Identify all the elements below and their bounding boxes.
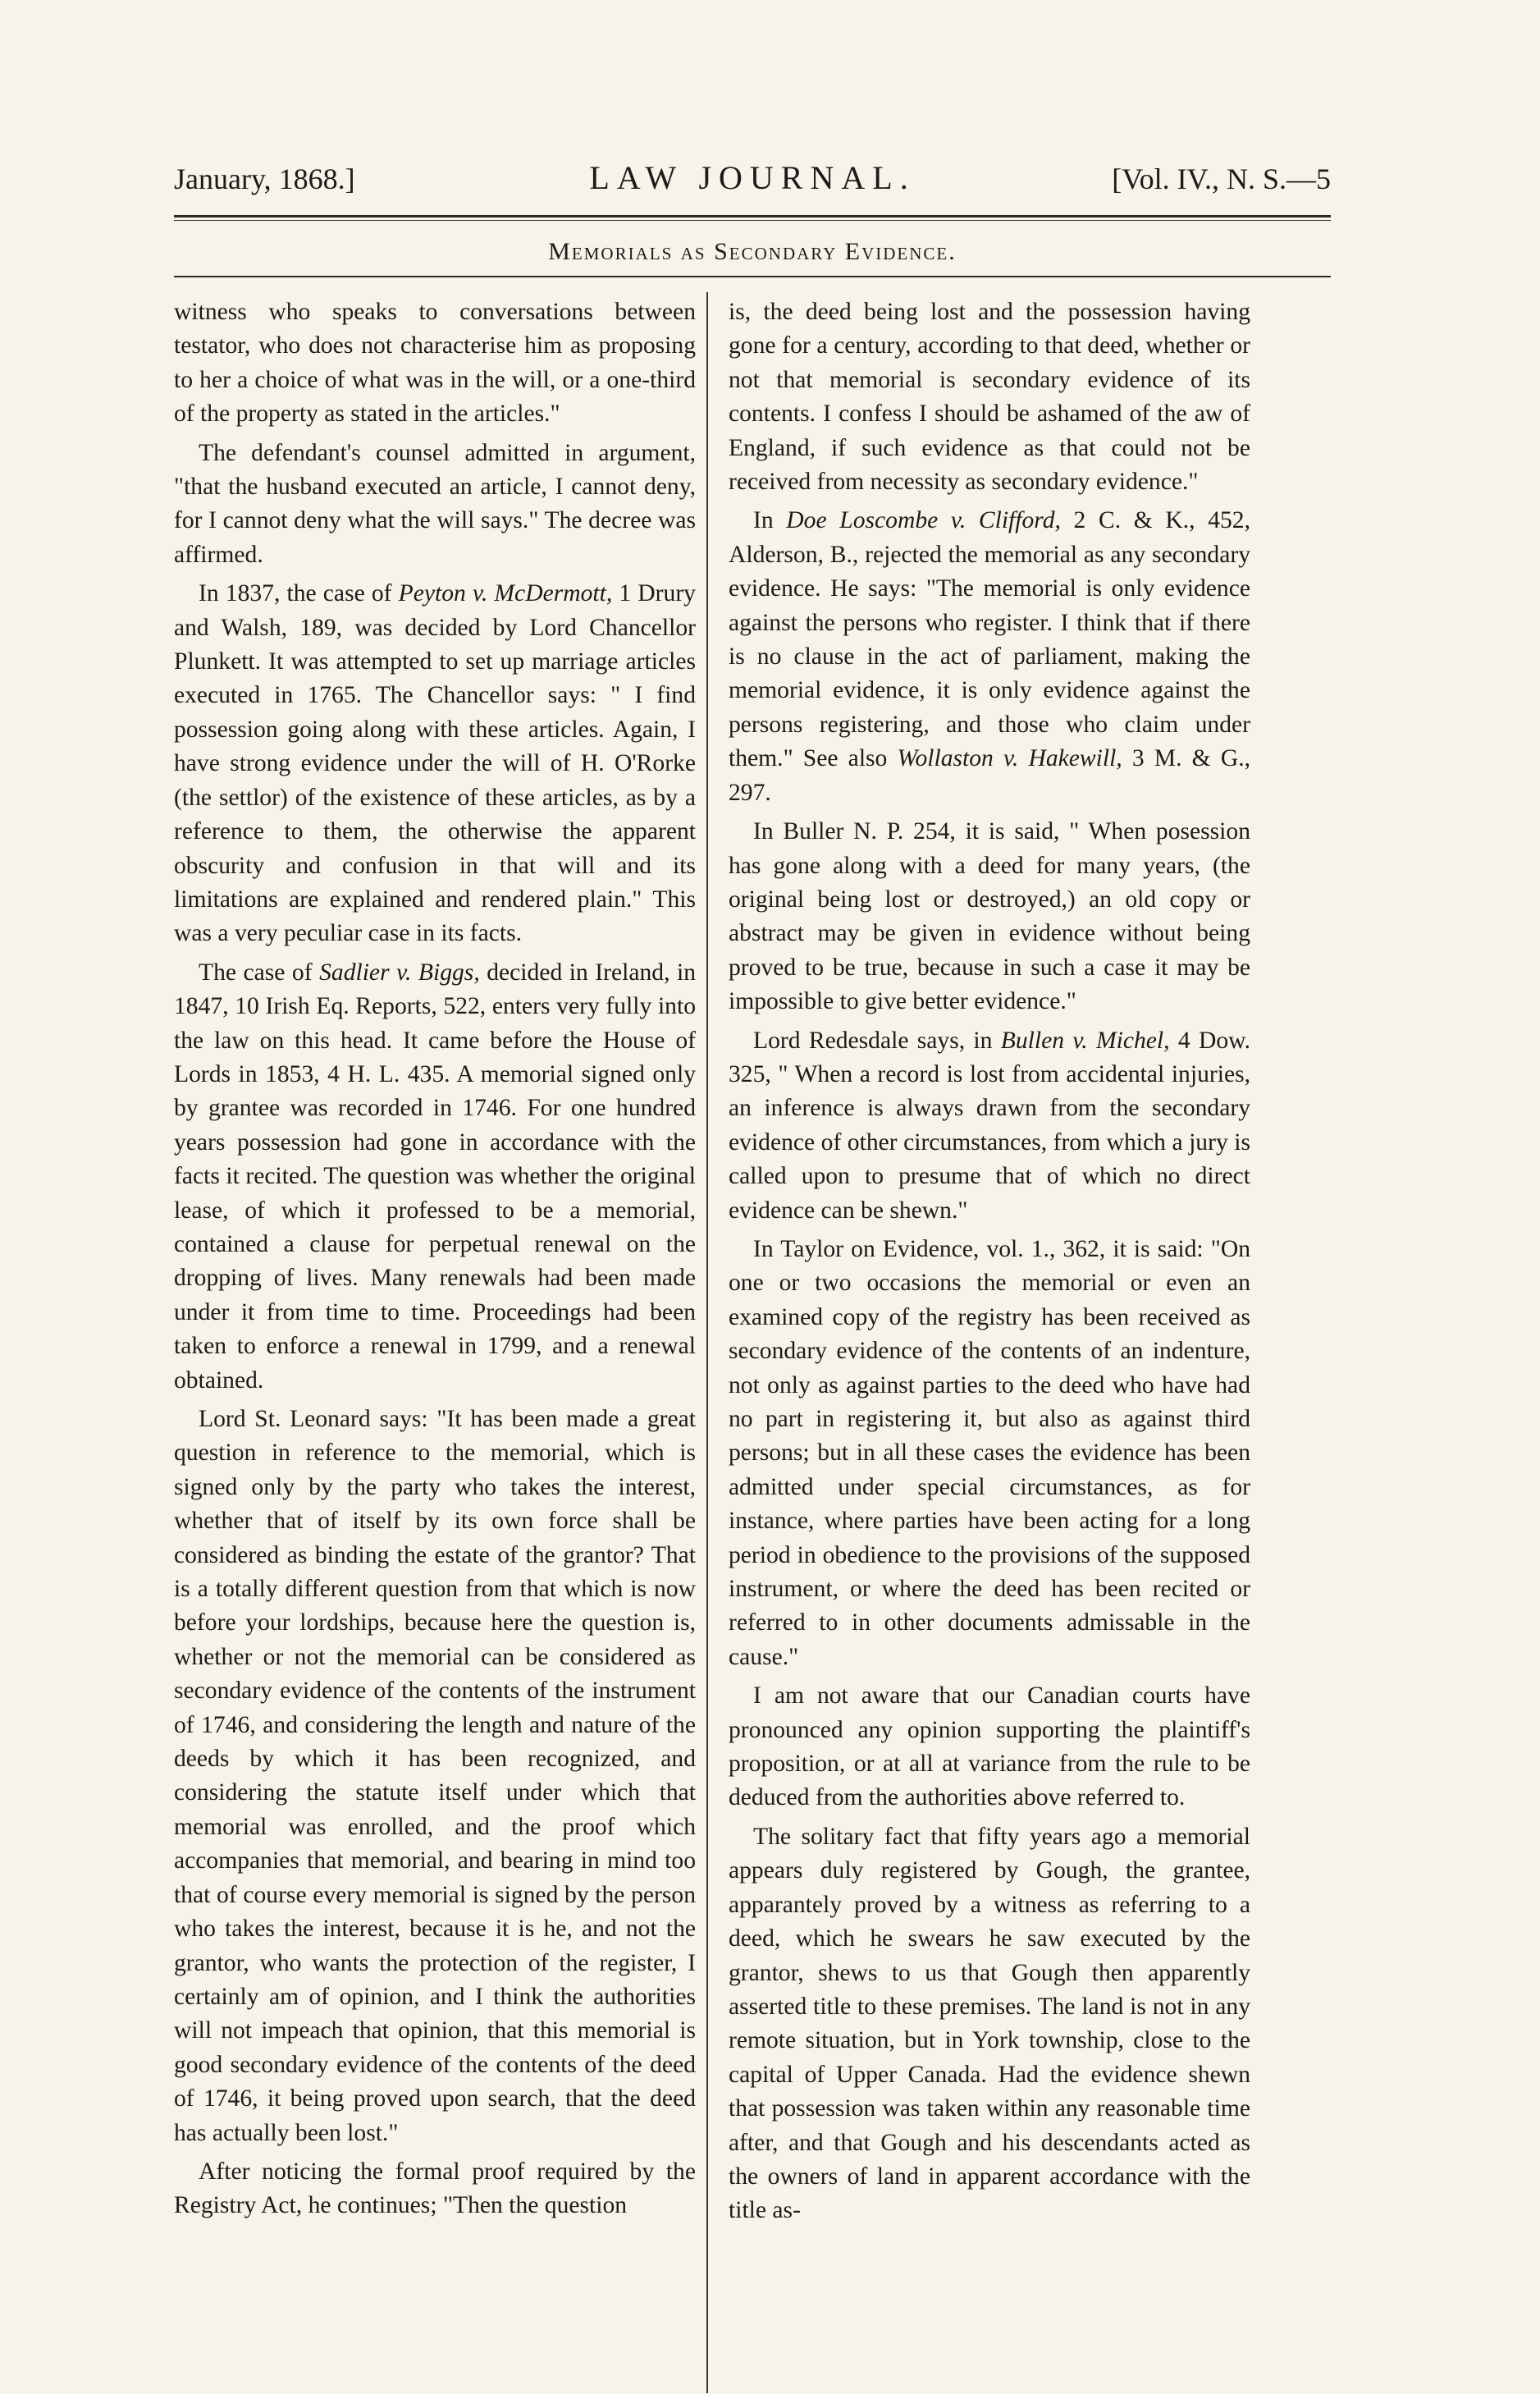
case-citation: Sadlier v. Biggs,: [319, 959, 480, 986]
text-run: The case of: [199, 959, 320, 986]
text-run: decided in Ireland, in 1847, 10 Irish Eq. Reports, 522, enters very fully into the law on this head. It came before the House of Lords in 1853, 4 H. L. 435. A memorial signed only by grantee was recorded in 1746. For one hundred years possession had gone in accordance with the facts it recited. The question was whether the original lease, of which it professed to be a memorial, contained a clause for perpetual renewal on the dropping of lives. Many renewals had been made under it from time to time. Proceedings had been taken to enforce a renewal in 1799, and a renewal obtained.: [174, 959, 696, 1394]
right-column: [729, 295, 1250, 2233]
paragraph: The solitary fact that fifty years ago a memorial appears duly registered by Gough, the grantee, apparantely proved by a witness as referring to a deed, which he swears he saw executed by the grantor, shews to us that Gough then apparently asserted title to these premises. The land is not in any remote situation, but in York township, close to the capital of Upper Canada. Had the evidence shewn that possession was taken within any reasonable time after, and that Gough and his descendants acted as the owners of land in apparent accordance with the title as-: [729, 1823, 1250, 2224]
text-run: 4 Dow. 325, " When a record is lost from accidental injuries, an inference is always drawn from the secondary evidence of other circumstances, from which a jury is called upon to presume that of which no direct evidence can be shewn.": [729, 1027, 1250, 1224]
section-rule: [174, 276, 1331, 277]
issue-date: January, 1868.]: [174, 162, 355, 195]
text-run: In 1837, the case of: [199, 580, 399, 607]
paragraph: In Buller N. P. 254, it is said, " When posession has gone along with a deed for many years, (the original being lost or destroyed,) an old copy or abstract may be given in evidence without being proved to be true, because in such a case it may be impossible to give better evidence.": [729, 818, 1250, 1015]
text-run: 3 M. & G., 297.: [729, 745, 1251, 806]
case-citation: Peyton v. McDermott,: [398, 580, 613, 607]
text-run: Lord Redesdale says, in: [753, 1027, 1001, 1054]
left-column: [174, 295, 696, 2228]
text-run: 2 C. & K., 452, Alderson, B., rejected the memorial as any secondary evidence. He says: "The memorial is only evidence against the persons who register. I think that if there is no clause in the act of parliament, making the memorial evidence, it is only evidence against the persons registering, and those who claim under them." See also: [729, 507, 1250, 772]
text-run: 1 Drury and Walsh, 189, was decided by Lord Chancellor Plunkett. It was attempted to set up marriage articles executed in 1765. The Chancellor says: " I find possession going along with these articles. Again, I have strong evidence under the will of H. O'Rorke (the settlor) of the existence of these articles, as by a reference to them, the otherwise the apparent obscurity and confusion in that will and its limitations are explained and rendered plain." This was a very peculiar case in its facts.: [174, 580, 696, 947]
case-citation: Bullen v. Michel,: [1000, 1027, 1170, 1054]
paragraph: The defendant's counsel admitted in argument, "that the husband executed an article, I cannot deny, for I cannot deny what the will says." The decree was affirmed.: [174, 439, 696, 568]
paragraph: After noticing the formal proof required by the Registry Act, he continues; "Then the question: [174, 2158, 696, 2219]
header-rule: [174, 215, 1331, 217]
case-citation: Wollaston v. Hakewill,: [897, 745, 1122, 772]
case-citation: Doe Loscombe v. Clifford,: [786, 507, 1061, 534]
journal-title: LAW JOURNAL.: [589, 159, 916, 196]
header-rule-thin: [174, 220, 1331, 221]
volume-number: [Vol. IV., N. S.—5: [1112, 162, 1331, 195]
section-title: Memorials as Secondary Evidence.: [548, 238, 957, 265]
paragraph: I am not aware that our Canadian courts have pronounced any opinion supporting the plaintiff's proposition, or at all at variance from the rule to be deduced from the authorities above referred to.: [729, 1682, 1250, 1811]
running-head: [174, 152, 1331, 201]
paragraph: In Taylor on Evidence, vol. 1., 362, it is said: "On one or two occasions the memorial or even an examined copy of the registry has been received as secondary evidence of the contents of an indenture, not only as against parties to the deed who have had no part in registering it, but also as against third persons; but in all these cases the evidence has been admitted under special circumstances, as for instance, where parties have been acting for a long period in obedience to the provisions of the supposed instrument, or where the deed has been recited or referred to in other documents admissable in the cause.": [729, 1235, 1250, 1670]
column-divider: [706, 292, 708, 2393]
paragraph: [729, 1024, 1250, 1228]
paragraph: is, the deed being lost and the possession having gone for a century, according to that deed, whether or not that memorial is secondary evidence of its contents. I confess I should be ashamed of the aw of England, if such evidence as that could not be received from necessity as secondary evidence.": [729, 299, 1250, 496]
paragraph: Lord St. Leonard says: "It has been made a great question in reference to the memorial, which is signed only by the party who takes the interest, whether that of itself by its own force shall be considered as binding the estate of the grantor? That is a totally different question from that which is now before your lordships, because here the question is, whether or not the memorial can be considered as secondary evidence of the contents of the instrument of 1746, and considering the length and nature of the deeds by which it has been recognized, and considering the statute itself under which that memorial was enrolled, and the proof which accompanies that memorial, and bearing in mind too that of course every memorial is signed by the person who takes the interest, because it is he, and not the grantor, who wants the protection of the register, I certainly am of opinion, and I think the authorities will not impeach that opinion, that this memorial is good secondary evidence of the contents of the deed of 1746, it being proved upon search, that the deed has actually been lost.": [174, 1406, 696, 2146]
paragraph: [174, 956, 696, 1398]
text-run: In: [753, 507, 787, 534]
paragraph: [174, 577, 696, 950]
paragraph: witness who speaks to conversations between testator, who does not characterise him as proposing to her a choice of what was in the will, or a one-third of the property as stated in the articles.": [174, 299, 696, 428]
paragraph: [729, 504, 1250, 810]
